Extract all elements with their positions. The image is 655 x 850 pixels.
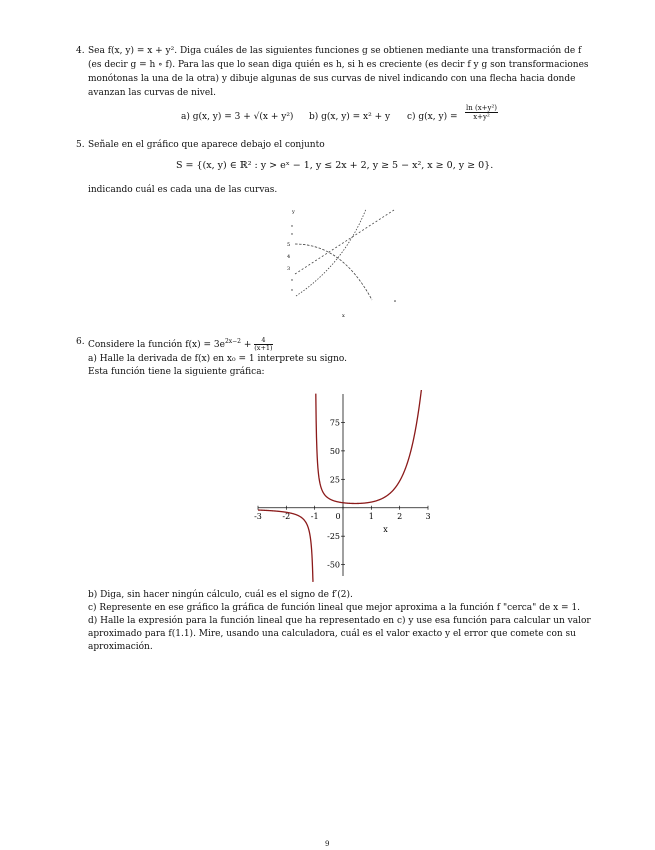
x-axis-label: x xyxy=(383,524,388,534)
part-b: b) Diga, sin hacer ningún cálculo, cuál es el signo de f′(2). xyxy=(88,590,353,600)
option-c-denominator: x+y² xyxy=(473,113,490,121)
x-tick-label: -1 xyxy=(310,511,319,521)
problem-5-line-2: indicando cuál es cada una de las curvas. xyxy=(88,185,278,195)
problem-4-line-2: (es decir g = h ∘ f). Para las que lo sean diga quién es h, si h es creciente (es decir f y g son transformaciones xyxy=(88,60,589,70)
problem-4-line-1: Sea f(x, y) = x + y². Diga cuáles de las siguientes funciones g se obtienen mediante una transformación de f xyxy=(88,46,582,56)
y-tick-label: 25 xyxy=(329,475,340,485)
set-definition: S = {(x, y) ∈ ℝ² : y > eˣ − 1, y ≤ 2x + 2, y ≥ 5 − x², x ≥ 0, y ≥ 0}. xyxy=(176,160,494,171)
line-curve xyxy=(295,210,394,274)
y-tick-label: -50 xyxy=(327,560,340,570)
option-c-numerator: ln (x+y²) xyxy=(466,104,498,112)
part-a: a) Halle la derivada de f(x) en x₀ = 1 interprete su signo. xyxy=(88,354,348,364)
x-tick-label: 0 xyxy=(335,511,341,521)
function-fraction-num: 4 xyxy=(254,337,272,345)
fig-tick-mark xyxy=(291,225,292,226)
fig-tick-mark xyxy=(291,279,292,280)
part-c: c) Represente en ese gráfico la gráfica de función lineal que mejor aproxima a la función f "cerca" de x = 1. xyxy=(88,603,581,613)
problem-5-number: 5. xyxy=(76,140,85,150)
page-number: 9 xyxy=(325,840,330,848)
function-lead: Considere la función f(x) = 3e xyxy=(88,340,225,350)
problem-4-line-4: avanzan las curvas de nivel. xyxy=(88,88,216,98)
y-tick-label: 50 xyxy=(329,446,340,456)
fig-y-label: y xyxy=(292,209,295,215)
y-tick-label: 75 xyxy=(329,418,340,428)
option-c-lead: c) g(x, y) = xyxy=(407,112,458,122)
curves-figure xyxy=(282,204,406,318)
chart-axes xyxy=(258,394,431,576)
parabola-curve xyxy=(295,244,372,300)
chart-ticks xyxy=(254,418,430,569)
function-def xyxy=(88,336,273,352)
function-exponent: 2x−2 xyxy=(224,338,241,345)
x-tick-label: -3 xyxy=(254,511,262,521)
fig-x-label: x xyxy=(342,313,345,318)
function-plus: + xyxy=(241,340,255,350)
fig-ytick-5: 5 xyxy=(287,242,291,248)
x-tick-label: 1 xyxy=(368,511,374,521)
fig-ytick-3: 3 xyxy=(287,266,291,272)
problem-4-line-3: monótonas la una de la otra) y dibuje algunas de sus curvas de nivel indicando con una flecha hacia donde xyxy=(88,74,576,84)
exponential-curve xyxy=(296,209,366,296)
part-d-line-2: aproximado para f(1.1). Mire, usando una calculadora, cuál es el valor exacto y el error que comete con su xyxy=(88,629,576,639)
y-tick-label: -25 xyxy=(327,532,340,542)
x-tick-label: -2 xyxy=(282,511,291,521)
fig-ytick-4: 4 xyxy=(287,254,291,260)
function-fraction-den: (x+1) xyxy=(254,344,273,352)
fig-tick-mark xyxy=(291,289,292,290)
option-b: b) g(x, y) = x² + y xyxy=(309,112,391,122)
x-tick-label: 3 xyxy=(425,511,431,521)
problem-4-number: 4. xyxy=(76,46,85,56)
option-a: a) g(x, y) = 3 + √(x + y²) xyxy=(181,112,294,122)
graph-intro: Esta función tiene la siguiente gráfica: xyxy=(88,367,265,377)
function-chart xyxy=(248,390,433,582)
part-d-line-3: aproximación. xyxy=(88,642,153,652)
problem-6-number: 6. xyxy=(76,337,85,347)
function-fraction xyxy=(254,337,272,352)
x-tick-label: 2 xyxy=(397,511,403,521)
chart-series xyxy=(258,390,424,582)
part-d-line-1: d) Halle la expresión para la función lineal que ha representado en c) y use esa función para calcular un valor xyxy=(88,616,591,626)
option-c-fraction xyxy=(465,104,498,121)
fig-tick-mark xyxy=(394,300,396,302)
problem-5-line-1: Señale en el gráfico que aparece debajo el conjunto xyxy=(88,140,325,150)
fig-tick-mark xyxy=(291,233,292,234)
curve-left-branch xyxy=(258,510,313,582)
